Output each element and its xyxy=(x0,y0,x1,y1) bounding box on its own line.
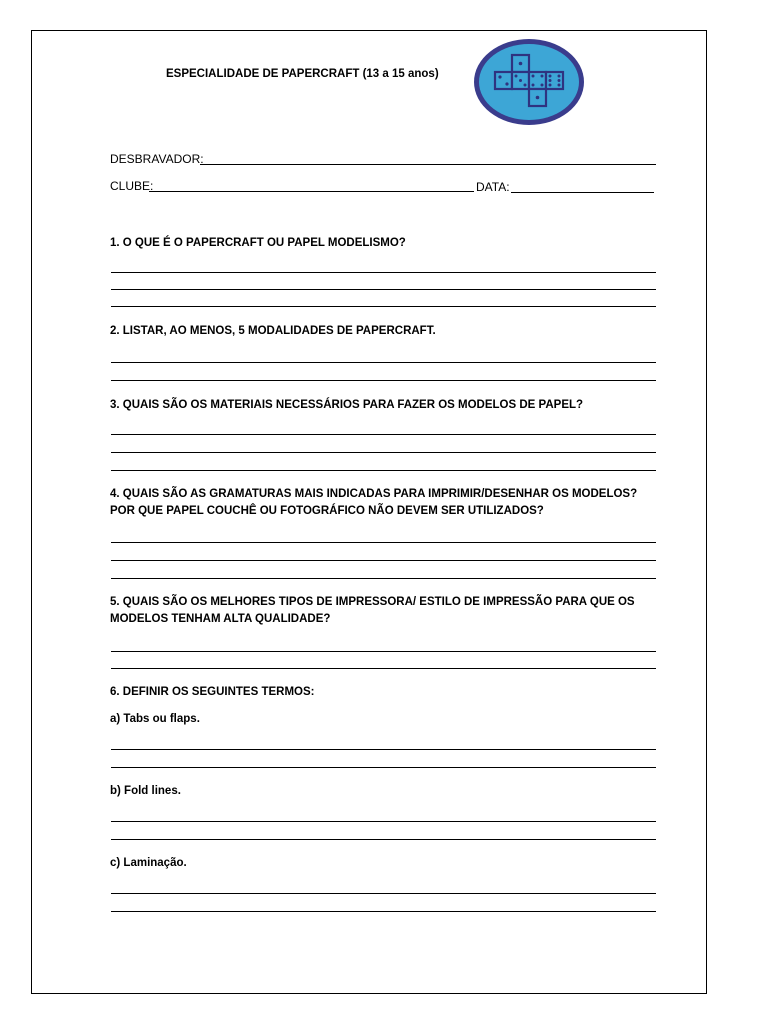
desbravador-label: DESBRAVADOR: xyxy=(110,152,204,166)
answer-line[interactable] xyxy=(111,289,656,290)
answer-line[interactable] xyxy=(111,542,656,543)
answer-line[interactable] xyxy=(111,668,656,669)
answer-line[interactable] xyxy=(111,749,656,750)
question-6: 6. DEFINIR OS SEGUINTES TERMOS: xyxy=(110,686,315,698)
answer-line[interactable] xyxy=(111,767,656,768)
answer-line[interactable] xyxy=(111,272,656,273)
clube-field[interactable] xyxy=(149,191,474,192)
clube-label: CLUBE: xyxy=(110,179,154,193)
papercraft-badge-icon xyxy=(472,37,586,127)
page-title: ESPECIALIDADE DE PAPERCRAFT (13 a 15 anos) xyxy=(166,68,439,80)
question-3: 3. QUAIS SÃO OS MATERIAIS NECESSÁRIOS PARA FAZER OS MODELOS DE PAPEL? xyxy=(110,399,584,411)
question-1: 1. O QUE É O PAPERCRAFT OU PAPEL MODELISMO? xyxy=(110,237,406,249)
term-a: a) Tabs ou flaps. xyxy=(110,713,200,725)
answer-line[interactable] xyxy=(111,911,656,912)
answer-line[interactable] xyxy=(111,470,656,471)
data-field[interactable] xyxy=(511,192,654,193)
term-c: c) Laminação. xyxy=(110,857,187,869)
answer-line[interactable] xyxy=(111,651,656,652)
data-label: DATA: xyxy=(476,180,510,194)
desbravador-field[interactable] xyxy=(200,164,656,165)
question-5: 5. QUAIS SÃO OS MELHORES TIPOS DE IMPRESSORA/ ESTILO DE IMPRESSÃO PARA QUE OS MODELOS TENHAM ALTA QUALIDADE? xyxy=(110,596,635,625)
answer-line[interactable] xyxy=(111,452,656,453)
answer-line[interactable] xyxy=(111,893,656,894)
answer-line[interactable] xyxy=(111,306,656,307)
question-4: 4. QUAIS SÃO AS GRAMATURAS MAIS INDICADAS PARA IMPRIMIR/DESENHAR OS MODELOS? POR QUE PAPEL COUCHÊ OU FOTOGRÁFICO NÃO DEVEM SER UTILIZADOS? xyxy=(110,488,638,517)
answer-line[interactable] xyxy=(111,578,656,579)
answer-line[interactable] xyxy=(111,434,656,435)
answer-line[interactable] xyxy=(111,839,656,840)
answer-line[interactable] xyxy=(111,821,656,822)
term-b: b) Fold lines. xyxy=(110,785,181,797)
answer-line[interactable] xyxy=(111,362,656,363)
answer-line[interactable] xyxy=(111,560,656,561)
answer-line[interactable] xyxy=(111,380,656,381)
question-2: 2. LISTAR, AO MENOS, 5 MODALIDADES DE PAPERCRAFT. xyxy=(110,325,436,337)
